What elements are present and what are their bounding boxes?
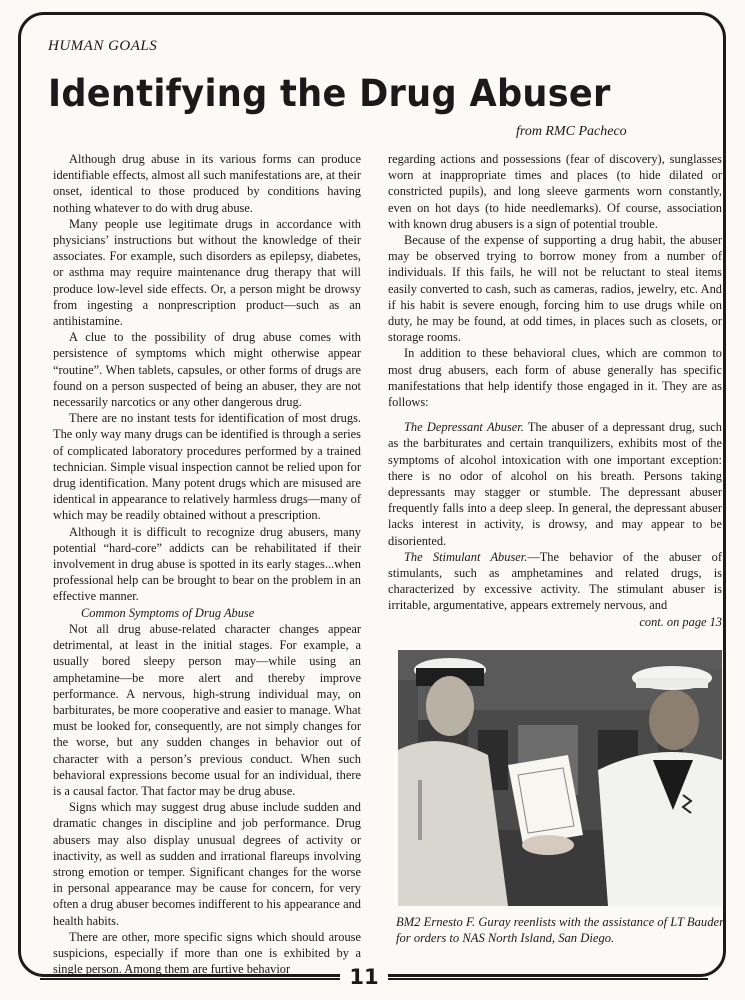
right-column	[388, 151, 722, 631]
photo-illustration	[398, 650, 722, 906]
photo-caption: BM2 Ernesto F. Guray reenlists with the assistance of LT Bauder for orders to NAS North Island, San Diego.	[396, 915, 724, 945]
page-number: 11	[340, 965, 388, 989]
paragraph	[388, 549, 722, 614]
article-title: Identifying the Drug Abuser	[48, 72, 611, 115]
paragraph: Although it is difficult to recognize drug abusers, many potential “hard-core” addicts can be rehabilitated if their involvement in drug abuse is spotted in its early stages...when professional help can be brought to bear on the problem in an effective manner.	[53, 524, 361, 604]
paragraph-lead: The Stimulant Abuser.	[404, 549, 528, 564]
paragraph: Because of the expense of supporting a drug habit, the abuser may be observed trying to borrow money from a number of individuals. If this fails, he will not be reluctant to steal items easily converted to cash, such as cameras, radios, jewelry, etc. And if his habit is severe enough, forcing him to use drugs while on duty, he may be found, at odd times, in places such as closets, or storage rooms.	[388, 233, 722, 345]
footer-rule-left	[40, 978, 340, 980]
paragraph: Many people use legitimate drugs in accordance with physicians’ instructions but without the knowledge of their associates. For example, such disorders as epilepsy, diabetes, or asthma may require maintenance drug therapy that will produce low-level side effects. Or, a person might be drowsy from ingesting a nonprescription product—such as an antihistamine.	[53, 216, 361, 329]
section-label: HUMAN GOALS	[48, 38, 158, 54]
paragraph: In addition to these behavioral clues, which are common to most drug abusers, each form of abuse generally has specific manifestations that help identify those engaged in it. They are as follows:	[388, 346, 722, 410]
paragraph-body: The abuser of a depressant drug, such as the barbiturates and certain tranquilizers, exhibits most of the symptoms of alcohol intoxication with one important exception: there is no odor of alcohol on his breath. Persons taking depressants may stagger or stumble. The depressant abuser frequently falls into a deep sleep. In general, the depressant abuser lacks interest in activity, is drowsy, and may appear to be disoriented.	[388, 420, 722, 548]
paragraph-lead: The Depressant Abuser.	[404, 420, 524, 435]
paragraph: There are other, more specific signs which should arouse suspicions, especially if more than one is exhibited by a single person. Among them are furtive behavior	[53, 929, 361, 977]
paragraph: Although drug abuse in its various forms can produce identifiable effects, almost all such manifestations are, at their onset, identical to those produced by conditions having nothing whatever to do with drug abuse.	[53, 152, 361, 215]
paragraph: There are no instant tests for identification of most drugs. The only way many drugs can be identified is through a series of complicated laboratory procedures performed by a trained technician. Simple visual inspection cannot be relied upon for drug identification. Many potent drugs which are misused are identical in appearance to relatively harmless drugs—many of which may be readily obtained without a prescription.	[53, 411, 361, 523]
paragraph: regarding actions and possessions (fear of discovery), sunglasses worn at inappropriate times and places (to hide dilated or constricted pupils), and long sleeve garments worn constantly, even on hot days (to hide needlemarks). Of course, association with known drug abusers is a sign of potential trouble.	[388, 152, 722, 231]
continuation-note: cont. on page 13	[639, 614, 722, 629]
paragraph-body: —The behavior of the abuser of stimulants, such as amphetamines and related drugs, is characterized by excessive activity. The stimulant abuser is irritable, argumentative, appears extremely nervous, and	[388, 549, 722, 613]
footer-rule-right	[388, 978, 708, 980]
paragraph	[388, 419, 722, 549]
article-byline: from RMC Pacheco	[516, 124, 627, 139]
subheading: Common Symptoms of Drug Abuse	[81, 605, 255, 620]
paragraph: Signs which may suggest drug abuse include sudden and dramatic changes in discipline and job performance. Drug abusers may also display unusual degrees of activity or inactivity, as well as sudden and irrational flareups involving strong emotion or temper. Significant changes for the worse in personal appearance may be cause for concern, for very often a drug abuser becomes indifferent to his appearance and health habits.	[53, 800, 361, 928]
left-column	[53, 151, 361, 977]
reenlistment-photo	[398, 650, 722, 906]
paragraph: Not all drug abuse-related character changes appear detrimental, at least in the initial stages. For example, a usually bored sleepy person may—while using an amphetamine—be more alert and thereby improve performance. A nervous, high-strung individual may, on barbiturates, be more cooperative and easier to manage. What must be looked for, consequently, are not simply changes for the worse, but any sudden changes in behavior out of character with a person’s previous conduct. When such behavioral expressions become usual for an individual, there is a causal factor. That factor may be drug abuse.	[53, 621, 361, 798]
paragraph: A clue to the possibility of drug abuse comes with persistence of symptoms which might otherwise appear “routine”. When tablets, capsules, or other forms of drugs are found on a person suspected of being an abuser, they are not necessarily narcotics or any other dangerous drug.	[53, 330, 361, 410]
